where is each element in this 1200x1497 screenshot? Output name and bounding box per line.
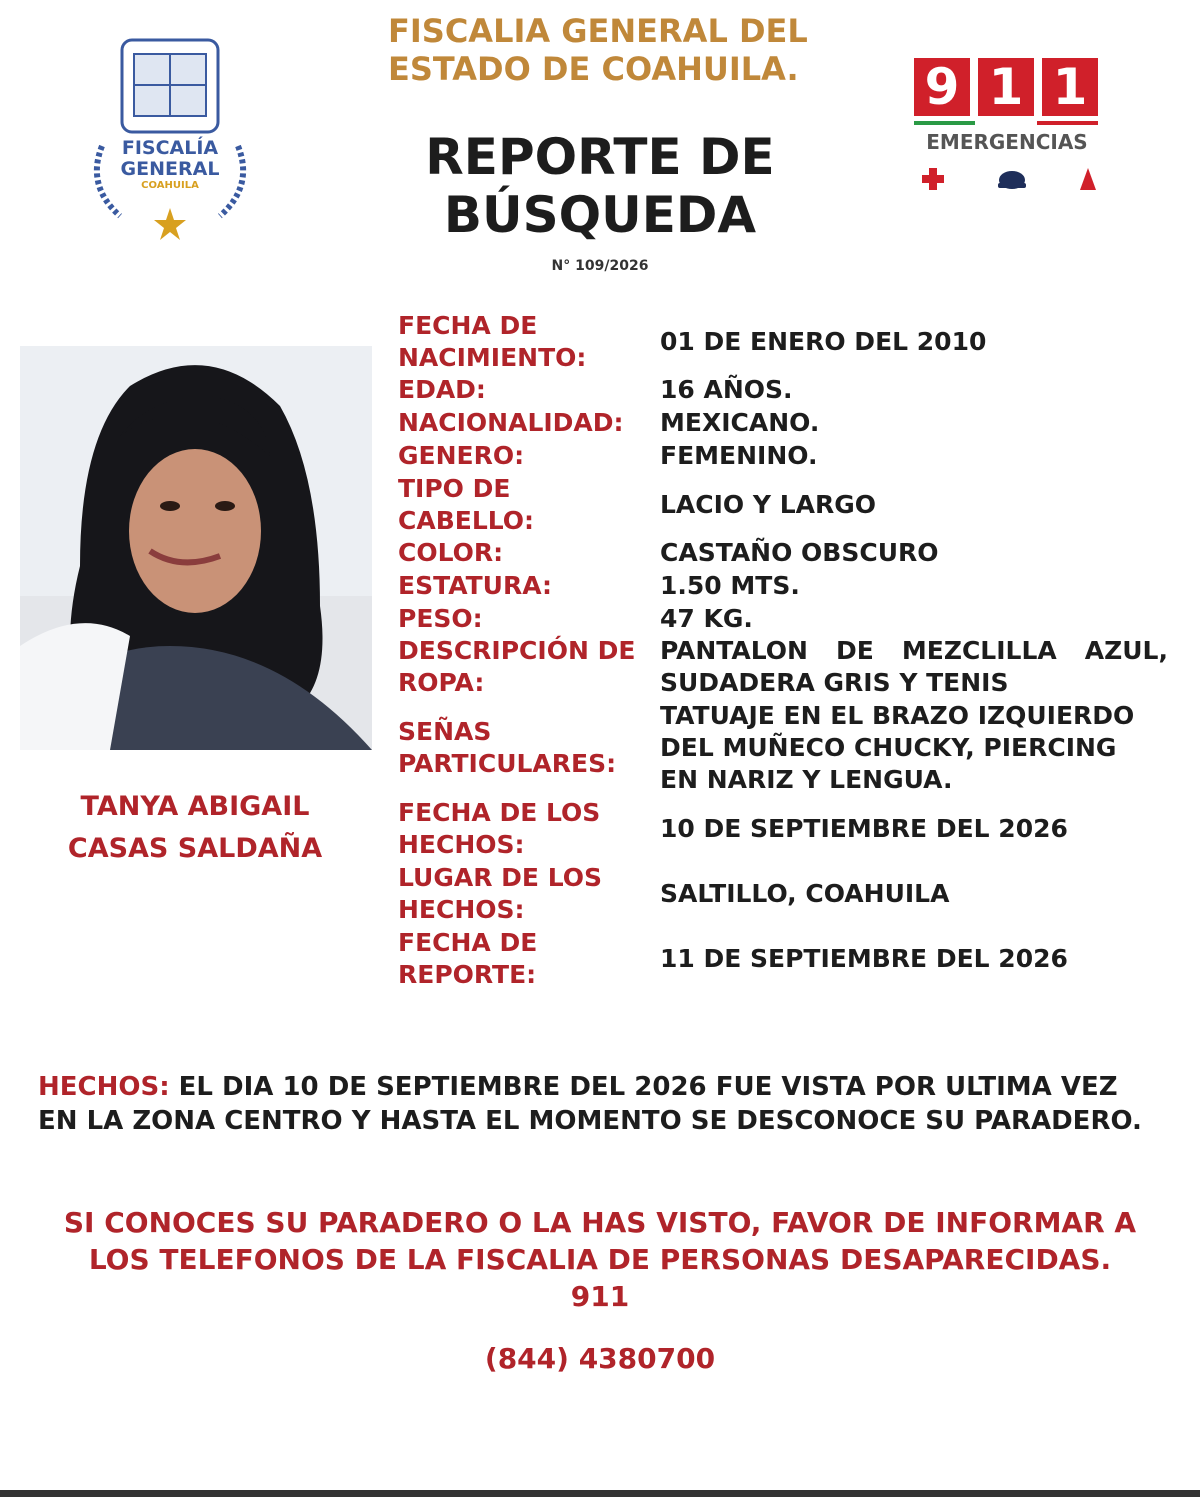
emergency-911-logo: [910, 52, 1110, 202]
nationality-value: MEXICANO.: [660, 408, 820, 437]
height-label: ESTATURA:: [398, 571, 553, 600]
agency-line-2: ESTADO DE COAHUILA.: [388, 50, 799, 88]
seal-line-1: FISCALÍA: [121, 137, 219, 159]
age-value: 16 AÑOS.: [660, 375, 793, 404]
events-date-label-2: HECHOS:: [398, 830, 525, 859]
weight-label: PESO:: [398, 604, 483, 633]
marks-label-1: SEÑAS: [398, 717, 492, 746]
facts-text: EL DIA 10 DE SEPTIEMBRE DEL 2026 FUE VISTA POR ULTIMA VEZ EN LA ZONA CENTRO Y HASTA EL MOMENTO SE DESCONOCE SU PARADERO.: [38, 1072, 1142, 1136]
report-date-label: [398, 927, 648, 991]
events-place-label: [398, 862, 648, 926]
contact-phone: (844) 4380700: [484, 1342, 716, 1375]
hair-color-label: COLOR:: [398, 538, 504, 567]
events-date-label: [398, 797, 648, 861]
person-name-line-1: TANYA ABIGAIL: [80, 791, 310, 822]
nationality-label: NACIONALIDAD:: [398, 408, 624, 437]
emergency-services-icons: [920, 164, 1100, 194]
birth-date-label: [398, 310, 648, 374]
police-cap-icon: [998, 171, 1026, 189]
digit-1a: 1: [978, 58, 1034, 116]
hair-color-value: CASTAÑO OBSCURO: [660, 538, 939, 567]
clothing-value-line-1: PANTALON DE MEZCLILLA AZUL,: [660, 636, 1168, 665]
hair-type-label-2: CABELLO:: [398, 506, 535, 535]
page-title: [380, 128, 820, 244]
marks-value-line-1: TATUAJE EN EL BRAZO IZQUIERDO: [660, 701, 1135, 730]
report-date-label-1: FECHA DE: [398, 928, 538, 957]
hair-type-label: [398, 473, 648, 537]
gender-value: FEMENINO.: [660, 441, 818, 470]
marks-value-line-2: DEL MUÑECO CHUCKY, PIERCING: [660, 733, 1117, 762]
seal-line-2: GENERAL: [120, 158, 220, 180]
marks-value-line-3: EN NARIZ Y LENGUA.: [660, 765, 953, 794]
report-number: N° 109/2026: [551, 258, 649, 274]
emergency-label: EMERGENCIAS: [926, 130, 1088, 154]
distinguishing-marks-value: [660, 700, 1168, 796]
events-place-label-1: LUGAR DE LOS: [398, 863, 602, 892]
person-name: [40, 786, 350, 870]
age-label: EDAD:: [398, 375, 486, 404]
contact-message: [30, 1204, 1170, 1278]
height-value: 1.50 MTS.: [660, 571, 800, 600]
person-name-line-2: CASAS SALDAÑA: [67, 833, 323, 864]
birth-date-label-1: FECHA DE: [398, 311, 538, 340]
report-date-value: 11 DE SEPTIEMBRE DEL 2026: [660, 944, 1068, 973]
facts-paragraph: [38, 1070, 1162, 1138]
report-date-label-2: REPORTE:: [398, 960, 537, 989]
gender-label: GENERO:: [398, 441, 525, 470]
clothing-value-line-2: SUDADERA GRIS Y TENIS: [660, 668, 1009, 697]
fiscalia-logo: [80, 36, 260, 246]
digit-9: 9: [914, 58, 970, 116]
fire-icon: [1080, 168, 1096, 190]
title-line-2: BÚSQUEDA: [443, 186, 757, 244]
clothing-value: [660, 635, 1168, 699]
clothing-label-1: DESCRIPCIÓN DE: [398, 636, 636, 665]
emergency-number: 911: [570, 1280, 630, 1313]
digit-1b: 1: [1042, 58, 1098, 116]
clothing-label: [398, 635, 648, 699]
contact-message-line-1: SI CONOCES SU PARADERO O LA HAS VISTO, FAVOR DE INFORMAR A: [63, 1206, 1137, 1239]
red-cross-icon: [922, 168, 944, 190]
flag-stripe: [914, 121, 1098, 125]
distinguishing-marks-label: [398, 716, 648, 780]
events-place-label-2: HECHOS:: [398, 895, 525, 924]
hair-type-value: LACIO Y LARGO: [660, 490, 876, 519]
birth-date-value: 01 DE ENERO DEL 2010: [660, 327, 987, 356]
events-place-value: SALTILLO, COAHUILA: [660, 879, 950, 908]
bottom-border: [0, 1490, 1200, 1497]
agency-name: [388, 12, 848, 88]
seal-text: [80, 138, 260, 192]
seal-line-3: COAHUILA: [141, 180, 199, 191]
missing-person-photo: [20, 346, 372, 750]
birth-date-label-2: NACIMIENTO:: [398, 343, 587, 372]
agency-line-1: FISCALIA GENERAL DEL: [388, 12, 808, 50]
events-date-value: 10 DE SEPTIEMBRE DEL 2026: [660, 814, 1068, 843]
clothing-label-2: ROPA:: [398, 668, 485, 697]
marks-label-2: PARTICULARES:: [398, 749, 617, 778]
contact-message-line-2: LOS TELEFONOS DE LA FISCALIA DE PERSONAS DESAPARECIDAS.: [88, 1243, 1112, 1276]
facts-label: HECHOS:: [38, 1072, 170, 1102]
events-date-label-1: FECHA DE LOS: [398, 798, 601, 827]
title-line-1: REPORTE DE: [425, 128, 775, 186]
hair-type-label-1: TIPO DE: [398, 474, 511, 503]
weight-value: 47 KG.: [660, 604, 753, 633]
